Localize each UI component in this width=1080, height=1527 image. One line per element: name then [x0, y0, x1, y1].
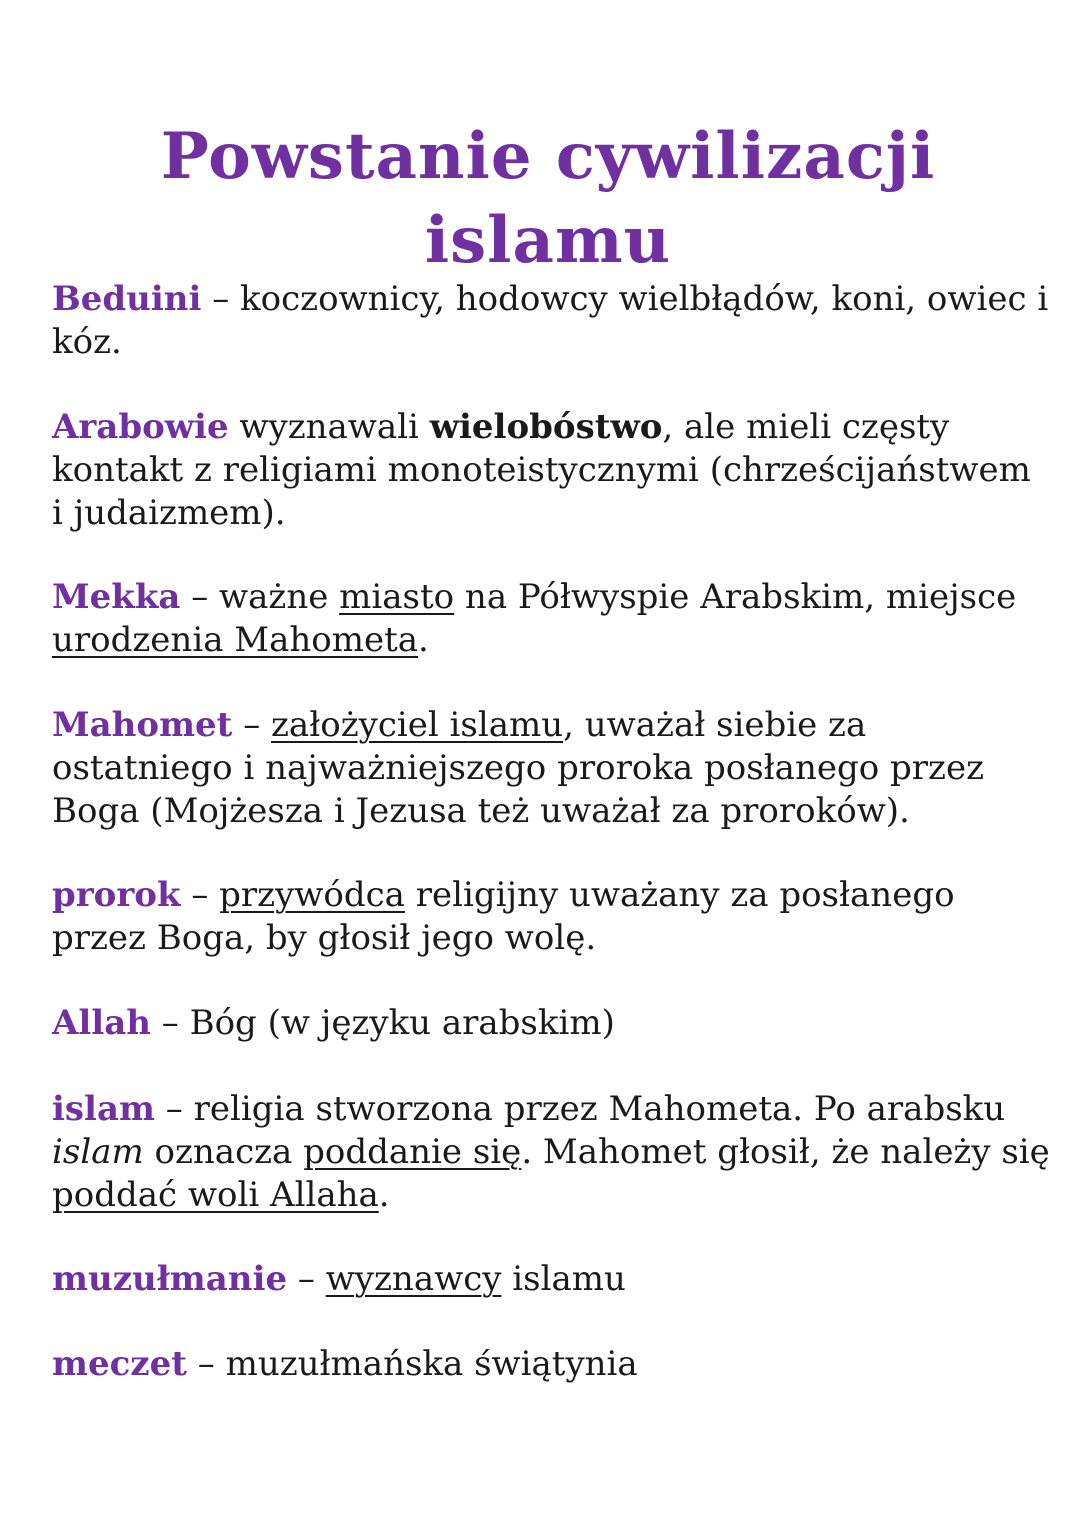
- text: na Półwyspie Arabskim, miejsce: [454, 577, 1017, 617]
- text: – religia stworzona przez Mahometa. Po arabsku: [154, 1089, 1006, 1129]
- entry-islam: [52, 1088, 1052, 1217]
- underlined-text: poddać woli Allaha: [52, 1175, 379, 1215]
- entry-meczet: [52, 1343, 1052, 1386]
- entry-mahomet: [52, 704, 1052, 833]
- term-muzulmanie: muzułmanie: [52, 1259, 288, 1299]
- entry-muzulmanie: [52, 1258, 1052, 1301]
- entry-allah: [52, 1002, 1052, 1045]
- entry-beduini: [52, 278, 1052, 364]
- term-arabowie: Arabowie: [52, 407, 229, 447]
- italic-text: islam: [52, 1132, 144, 1172]
- text: oznacza: [143, 1132, 304, 1172]
- entry-prorok: [52, 874, 1052, 960]
- text: .: [378, 1175, 390, 1215]
- term-meczet: meczet: [52, 1344, 187, 1384]
- text: religijny uważany za posłanego przez Boga, by głosił jego wolę.: [52, 875, 955, 958]
- definition-meczet: – muzułmańska świątynia: [186, 1344, 638, 1384]
- title-line-2: islamu: [424, 202, 672, 278]
- underlined-text: poddanie się: [303, 1132, 522, 1172]
- page-title: [0, 115, 1080, 283]
- entry-arabowie: [52, 406, 1052, 535]
- text: . Mahomet głosił, że należy się: [521, 1132, 1050, 1172]
- text: , ale mieli częsty kontakt z religiami monoteistycznymi (chrześcijaństwem i judaizmem).: [52, 407, 1031, 533]
- definition-allah: – Bóg (w języku arabskim): [150, 1003, 615, 1043]
- text: –: [180, 875, 220, 915]
- term-beduini: Beduini: [52, 279, 202, 319]
- term-mekka: Mekka: [52, 577, 181, 617]
- underlined-text: przywódca: [219, 875, 405, 915]
- entry-mekka: [52, 576, 1052, 662]
- term-mahomet: Mahomet: [52, 705, 233, 745]
- text: –: [287, 1259, 326, 1299]
- text: .: [418, 620, 429, 660]
- term-prorok: prorok: [52, 875, 181, 915]
- underlined-text: wyznawcy: [325, 1259, 502, 1299]
- text: –: [232, 705, 272, 745]
- text: , uważał siebie za ostatniego i najważniejszego proroka posłanego przez Boga (Mojżesza i Jezusa też uważał za proroków).: [52, 705, 984, 831]
- bold-polytheism: wielobóstwo: [429, 407, 663, 447]
- term-islam: islam: [52, 1089, 155, 1129]
- text: wyznawali: [228, 407, 430, 447]
- underlined-text: urodzenia Mahometa: [52, 620, 419, 660]
- term-allah: Allah: [52, 1003, 151, 1043]
- underlined-text: miasto: [339, 577, 455, 617]
- text: islamu: [501, 1259, 626, 1299]
- text: – ważne: [180, 577, 340, 617]
- underlined-text: założyciel islamu: [271, 705, 564, 745]
- definition-beduini: – koczownicy, hodowcy wielbłądów, koni, owiec i kóz.: [52, 279, 1049, 362]
- title-line-1: Powstanie cywilizacji: [160, 118, 936, 194]
